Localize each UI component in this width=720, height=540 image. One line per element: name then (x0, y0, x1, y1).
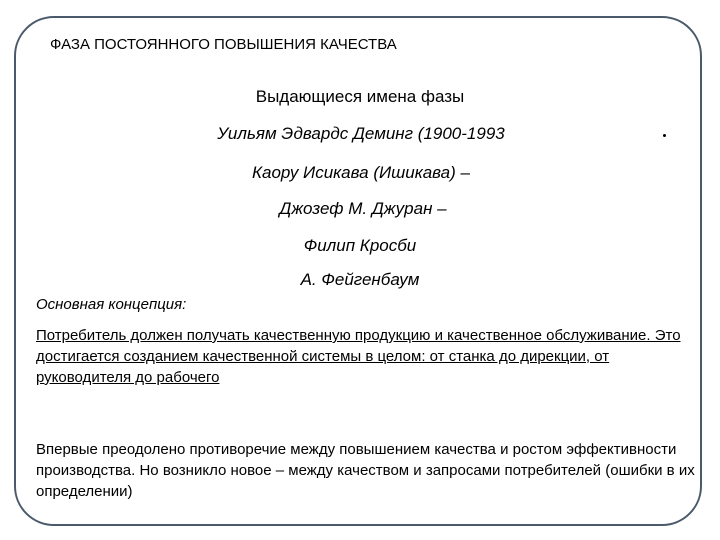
name-crosby: Филип Кросби (303, 236, 417, 255)
names-heading: Выдающиеся имена фазы (255, 87, 465, 106)
phase-title: ФАЗА ПОСТОЯННОГО ПОВЫШЕНИЯ КАЧЕСТВА (50, 36, 397, 53)
name-ishikawa: Каору Исикава (Ишикава) – (252, 163, 470, 182)
stray-dot (663, 134, 666, 137)
name-juran: Джозеф М. Джуран – (279, 199, 447, 218)
paradox-text: Впервые преодолено противоречие между повышением качества и ростом эффективности производства. Но возникло новое – между качеством и запросами потребителей (ошибки в их определении) (36, 441, 695, 500)
concept-label: Основная концепция: (36, 296, 187, 313)
name-deming: Уильям Эдвардс Деминг (1900-1993 (217, 124, 505, 143)
concept-text: Потребитель должен получать качественную продукцию и качественное обслуживание. Это достигается созданием качественной системы в целом: от станка до дирекции, от руководителя до рабочего (36, 327, 681, 386)
name-feigenbaum: А. Фейгенбаум (300, 270, 420, 289)
